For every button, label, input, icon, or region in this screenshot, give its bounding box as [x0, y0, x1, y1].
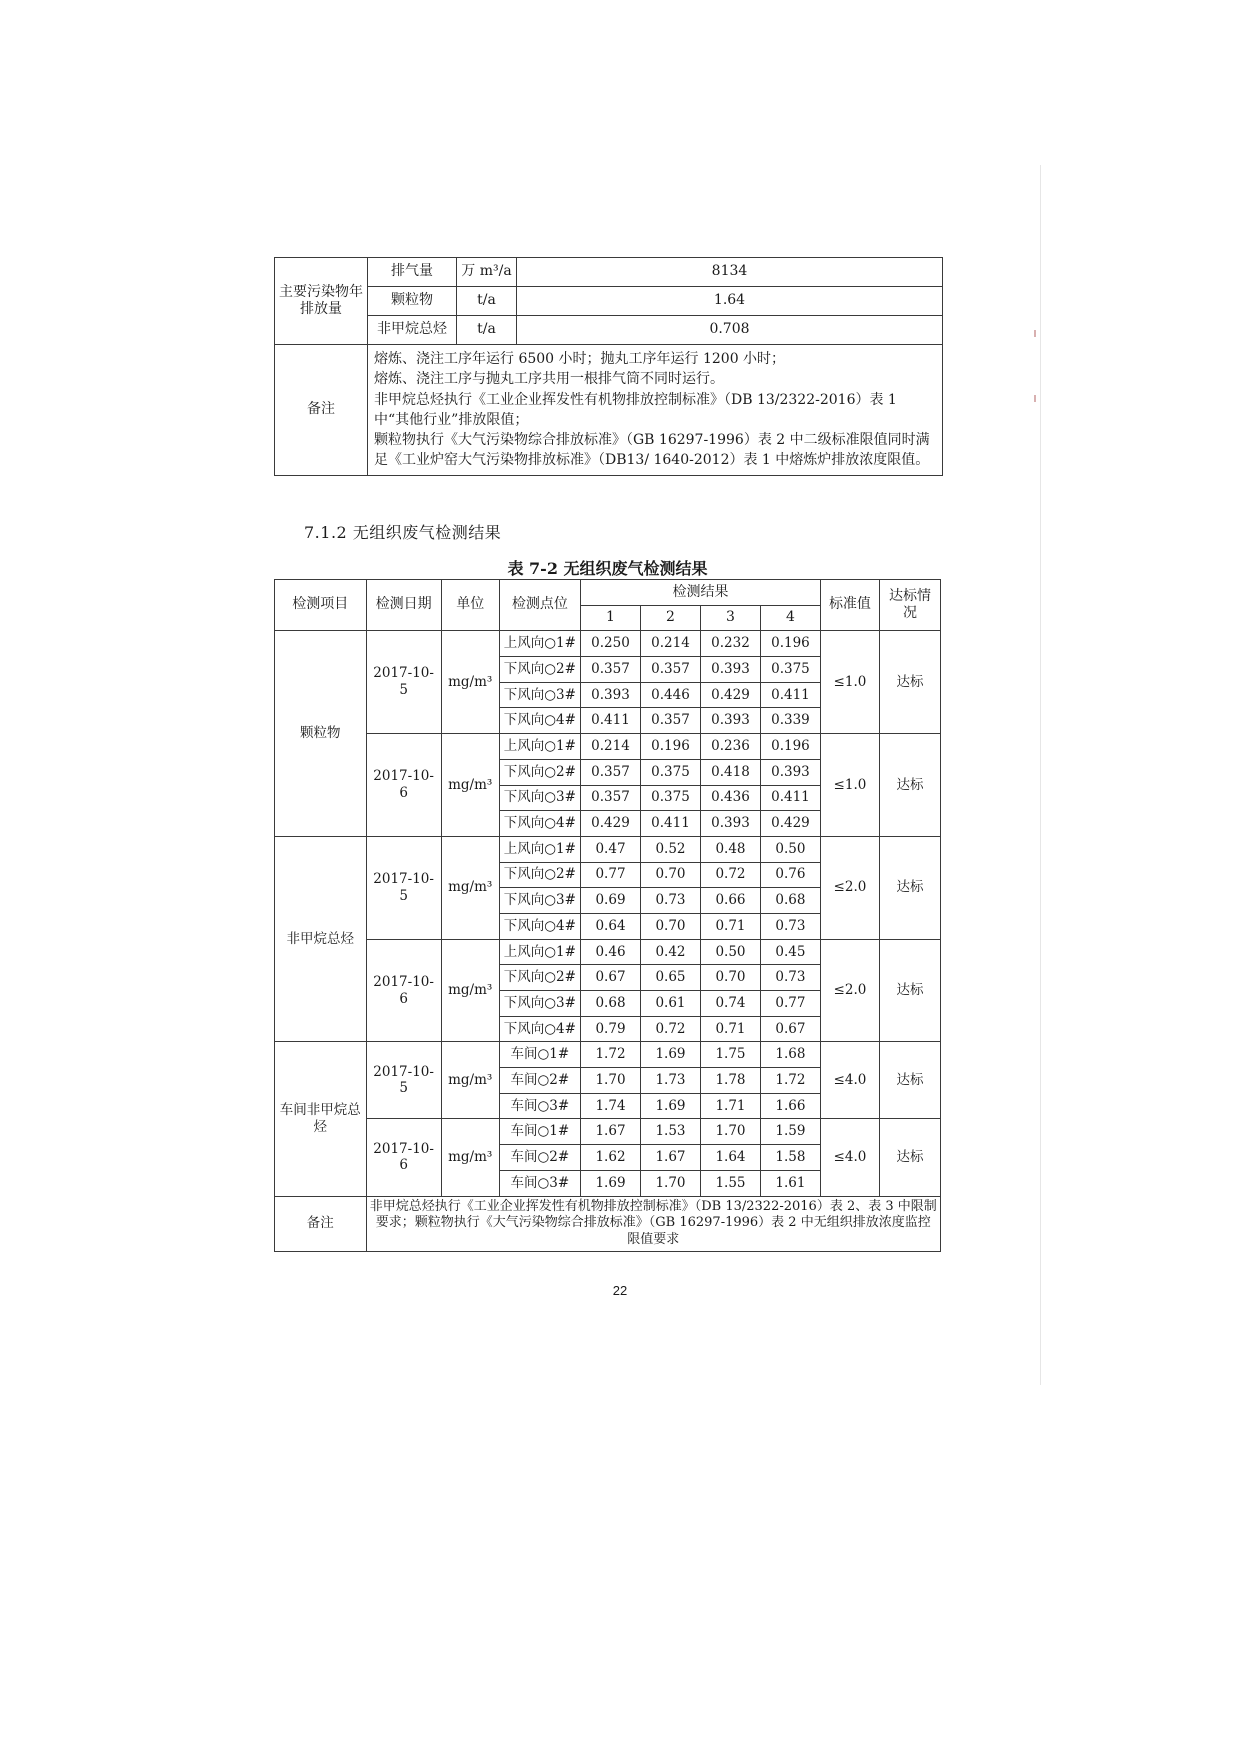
result-cell: 1.64 — [700, 1145, 760, 1171]
point-cell: 下风向○3# — [499, 682, 580, 708]
result-cell: 0.357 — [641, 657, 701, 683]
result-cell: 1.53 — [641, 1119, 701, 1145]
fugitive-emissions-table — [274, 579, 941, 1252]
result-cell: 1.70 — [581, 1068, 641, 1094]
result-cell: 0.73 — [641, 888, 701, 914]
unit-cell: mg/m³ — [441, 631, 499, 734]
remark-label: 备注 — [275, 345, 368, 476]
result-cell: 0.71 — [700, 913, 760, 939]
header-item: 检测项目 — [275, 580, 367, 631]
result-cell: 1.66 — [760, 1093, 820, 1119]
result-cell: 0.68 — [581, 991, 641, 1017]
unit-cell: t/a — [457, 287, 517, 316]
compliance-cell: 达标 — [879, 836, 940, 939]
result-cell: 0.67 — [760, 1016, 820, 1042]
result-cell: 1.74 — [581, 1093, 641, 1119]
unit-cell: mg/m³ — [441, 939, 499, 1042]
scan-speck — [1034, 395, 1036, 402]
result-cell: 0.69 — [581, 888, 641, 914]
result-cell: 0.357 — [581, 759, 641, 785]
item-cell: 颗粒物 — [368, 287, 457, 316]
table-row — [275, 1119, 941, 1145]
result-cell: 0.436 — [700, 785, 760, 811]
result-cell: 1.68 — [760, 1042, 820, 1068]
result-cell: 1.69 — [641, 1042, 701, 1068]
result-cell: 0.375 — [641, 785, 701, 811]
emissions-group-label: 主要污染物年排放量 — [275, 258, 368, 345]
compliance-cell: 达标 — [879, 939, 940, 1042]
point-cell: 上风向○1# — [499, 939, 580, 965]
result-cell: 0.77 — [581, 862, 641, 888]
result-cell: 0.52 — [641, 836, 701, 862]
result-cell: 0.393 — [760, 759, 820, 785]
header-result-col: 2 — [641, 605, 701, 631]
result-cell: 1.70 — [641, 1170, 701, 1196]
table-row — [275, 316, 943, 345]
result-cell: 0.46 — [581, 939, 641, 965]
result-cell: 1.75 — [700, 1042, 760, 1068]
standard-cell: ≤2.0 — [820, 939, 879, 1042]
point-cell: 车间○3# — [499, 1093, 580, 1119]
result-cell: 1.69 — [581, 1170, 641, 1196]
value-cell: 0.708 — [517, 316, 943, 345]
remark-content — [368, 345, 943, 476]
section-heading: 7.1.2 无组织废气检测结果 — [304, 523, 502, 542]
header-unit: 单位 — [441, 580, 499, 631]
point-cell: 车间○1# — [499, 1119, 580, 1145]
date-cell: 2017-10-6 — [366, 939, 441, 1042]
remark-line: 熔炼、浇注工序与抛丸工序共用一根排气筒不同时运行。 — [374, 371, 724, 388]
date-cell: 2017-10-5 — [366, 836, 441, 939]
result-cell: 0.375 — [760, 657, 820, 683]
result-cell: 0.74 — [700, 991, 760, 1017]
header-result-col: 1 — [581, 605, 641, 631]
result-cell: 0.66 — [700, 888, 760, 914]
compliance-cell: 达标 — [879, 1042, 940, 1119]
result-cell: 0.411 — [641, 811, 701, 837]
result-cell: 0.61 — [641, 991, 701, 1017]
result-cell: 0.77 — [760, 991, 820, 1017]
point-cell: 下风向○3# — [499, 888, 580, 914]
table-row — [275, 631, 941, 657]
result-cell: 0.72 — [641, 1016, 701, 1042]
header-results: 检测结果 — [581, 580, 821, 606]
result-cell: 0.418 — [700, 759, 760, 785]
scan-edge-line — [1040, 165, 1041, 1385]
unit-cell: t/a — [457, 316, 517, 345]
result-cell: 0.71 — [700, 1016, 760, 1042]
item-cell: 排气量 — [368, 258, 457, 287]
header-standard: 标准值 — [820, 580, 879, 631]
result-cell: 0.214 — [641, 631, 701, 657]
remark-row — [275, 345, 943, 476]
header-result-col: 3 — [700, 605, 760, 631]
result-cell: 1.62 — [581, 1145, 641, 1171]
result-cell: 0.45 — [760, 939, 820, 965]
result-cell: 0.48 — [700, 836, 760, 862]
result-cell: 0.446 — [641, 682, 701, 708]
result-cell: 0.50 — [700, 939, 760, 965]
item-cell: 非甲烷总烃 — [275, 836, 367, 1042]
result-cell: 1.67 — [581, 1119, 641, 1145]
result-cell: 0.47 — [581, 836, 641, 862]
header-date: 检测日期 — [366, 580, 441, 631]
result-cell: 0.79 — [581, 1016, 641, 1042]
point-cell: 下风向○4# — [499, 913, 580, 939]
remark-row — [275, 1196, 941, 1252]
result-cell: 0.65 — [641, 965, 701, 991]
point-cell: 下风向○2# — [499, 759, 580, 785]
table-row — [275, 1042, 941, 1068]
result-cell: 0.411 — [760, 785, 820, 811]
standard-cell: ≤2.0 — [820, 836, 879, 939]
remark-line: 非甲烷总烃执行《工业企业挥发性有机物排放控制标准》（DB 13/2322-2016）表 1 中“其他行业”排放限值； — [374, 391, 897, 428]
result-cell: 0.67 — [581, 965, 641, 991]
result-cell: 0.357 — [581, 785, 641, 811]
result-cell: 0.196 — [760, 734, 820, 760]
remark-label: 备注 — [275, 1196, 367, 1252]
result-cell: 0.73 — [760, 913, 820, 939]
result-cell: 0.411 — [760, 682, 820, 708]
result-cell: 1.70 — [700, 1119, 760, 1145]
result-cell: 1.72 — [760, 1068, 820, 1094]
standard-cell: ≤1.0 — [820, 631, 879, 734]
result-cell: 0.250 — [581, 631, 641, 657]
point-cell: 车间○2# — [499, 1068, 580, 1094]
point-cell: 下风向○2# — [499, 965, 580, 991]
point-cell: 上风向○1# — [499, 836, 580, 862]
unit-cell: mg/m³ — [441, 836, 499, 939]
header-row — [275, 580, 941, 606]
unit-cell: mg/m³ — [441, 1042, 499, 1119]
header-compliance: 达标情况 — [879, 580, 940, 631]
result-cell: 1.71 — [700, 1093, 760, 1119]
point-cell: 下风向○3# — [499, 991, 580, 1017]
page-number: 22 — [612, 1283, 628, 1298]
result-cell: 0.429 — [700, 682, 760, 708]
table-row — [275, 836, 941, 862]
result-cell: 0.73 — [760, 965, 820, 991]
standard-cell: ≤4.0 — [820, 1119, 879, 1196]
table-row — [275, 258, 943, 287]
point-cell: 车间○2# — [499, 1145, 580, 1171]
result-cell: 0.375 — [641, 759, 701, 785]
point-cell: 上风向○1# — [499, 631, 580, 657]
item-cell: 颗粒物 — [275, 631, 367, 837]
result-cell: 1.58 — [760, 1145, 820, 1171]
result-cell: 1.69 — [641, 1093, 701, 1119]
point-cell: 上风向○1# — [499, 734, 580, 760]
table-row — [275, 287, 943, 316]
result-cell: 0.232 — [700, 631, 760, 657]
result-cell: 1.72 — [581, 1042, 641, 1068]
result-cell: 0.72 — [700, 862, 760, 888]
result-cell: 0.429 — [760, 811, 820, 837]
standard-cell: ≤1.0 — [820, 734, 879, 837]
result-cell: 0.393 — [700, 657, 760, 683]
value-cell: 8134 — [517, 258, 943, 287]
point-cell: 下风向○4# — [499, 1016, 580, 1042]
unit-cell: mg/m³ — [441, 1119, 499, 1196]
date-cell: 2017-10-5 — [366, 631, 441, 734]
result-cell: 0.214 — [581, 734, 641, 760]
date-cell: 2017-10-6 — [366, 734, 441, 837]
table-caption: 表 7-2 无组织废气检测结果 — [507, 559, 708, 578]
result-cell: 1.61 — [760, 1170, 820, 1196]
compliance-cell: 达标 — [879, 631, 940, 734]
result-cell: 0.393 — [581, 682, 641, 708]
result-cell: 0.70 — [641, 862, 701, 888]
point-cell: 车间○1# — [499, 1042, 580, 1068]
result-cell: 0.236 — [700, 734, 760, 760]
result-cell: 0.64 — [581, 913, 641, 939]
point-cell: 下风向○2# — [499, 657, 580, 683]
table-row — [275, 734, 941, 760]
remark-line: 熔炼、浇注工序年运行 6500 小时；抛丸工序年运行 1200 小时； — [374, 351, 786, 367]
result-cell: 0.70 — [700, 965, 760, 991]
result-cell: 0.357 — [641, 708, 701, 734]
point-cell: 下风向○4# — [499, 811, 580, 837]
result-cell: 0.70 — [641, 913, 701, 939]
point-cell: 下风向○2# — [499, 862, 580, 888]
unit-cell: 万 m³/a — [457, 258, 517, 287]
item-cell: 非甲烷总烃 — [368, 316, 457, 345]
result-cell: 0.76 — [760, 862, 820, 888]
item-cell: 车间非甲烷总烃 — [275, 1042, 367, 1196]
annual-emissions-table — [274, 257, 943, 476]
result-cell: 0.196 — [641, 734, 701, 760]
scan-speck — [1034, 330, 1036, 337]
remark-line: 颗粒物执行《大气污染物综合排放标准》（GB 16297-1996）表 2 中二级标准限值同时满足《工业炉窑大气污染物排放标准》（DB13/ 1640-2012）表 1 中熔炼炉排放浓度限值。 — [374, 432, 930, 469]
result-cell: 0.393 — [700, 708, 760, 734]
result-cell: 1.55 — [700, 1170, 760, 1196]
compliance-cell: 达标 — [879, 734, 940, 837]
result-cell: 1.67 — [641, 1145, 701, 1171]
header-point: 检测点位 — [499, 580, 580, 631]
result-cell: 1.73 — [641, 1068, 701, 1094]
point-cell: 下风向○3# — [499, 785, 580, 811]
result-cell: 0.42 — [641, 939, 701, 965]
date-cell: 2017-10-6 — [366, 1119, 441, 1196]
point-cell: 下风向○4# — [499, 708, 580, 734]
standard-cell: ≤4.0 — [820, 1042, 879, 1119]
result-cell: 0.68 — [760, 888, 820, 914]
result-cell: 1.59 — [760, 1119, 820, 1145]
compliance-cell: 达标 — [879, 1119, 940, 1196]
unit-cell: mg/m³ — [441, 734, 499, 837]
result-cell: 0.196 — [760, 631, 820, 657]
result-cell: 1.78 — [700, 1068, 760, 1094]
remark-content: 非甲烷总烃执行《工业企业挥发性有机物排放控制标准》（DB 13/2322-2016）表 2、表 3 中限制要求；颗粒物执行《大气污染物综合排放标准》（GB 16297-1996）表 2 中无组织排放浓度监控限值要求 — [366, 1196, 941, 1252]
point-cell: 车间○3# — [499, 1170, 580, 1196]
result-cell: 0.393 — [700, 811, 760, 837]
result-cell: 0.339 — [760, 708, 820, 734]
value-cell: 1.64 — [517, 287, 943, 316]
result-cell: 0.429 — [581, 811, 641, 837]
table-row — [275, 939, 941, 965]
result-cell: 0.50 — [760, 836, 820, 862]
date-cell: 2017-10-5 — [366, 1042, 441, 1119]
header-result-col: 4 — [760, 605, 820, 631]
result-cell: 0.357 — [581, 657, 641, 683]
result-cell: 0.411 — [581, 708, 641, 734]
